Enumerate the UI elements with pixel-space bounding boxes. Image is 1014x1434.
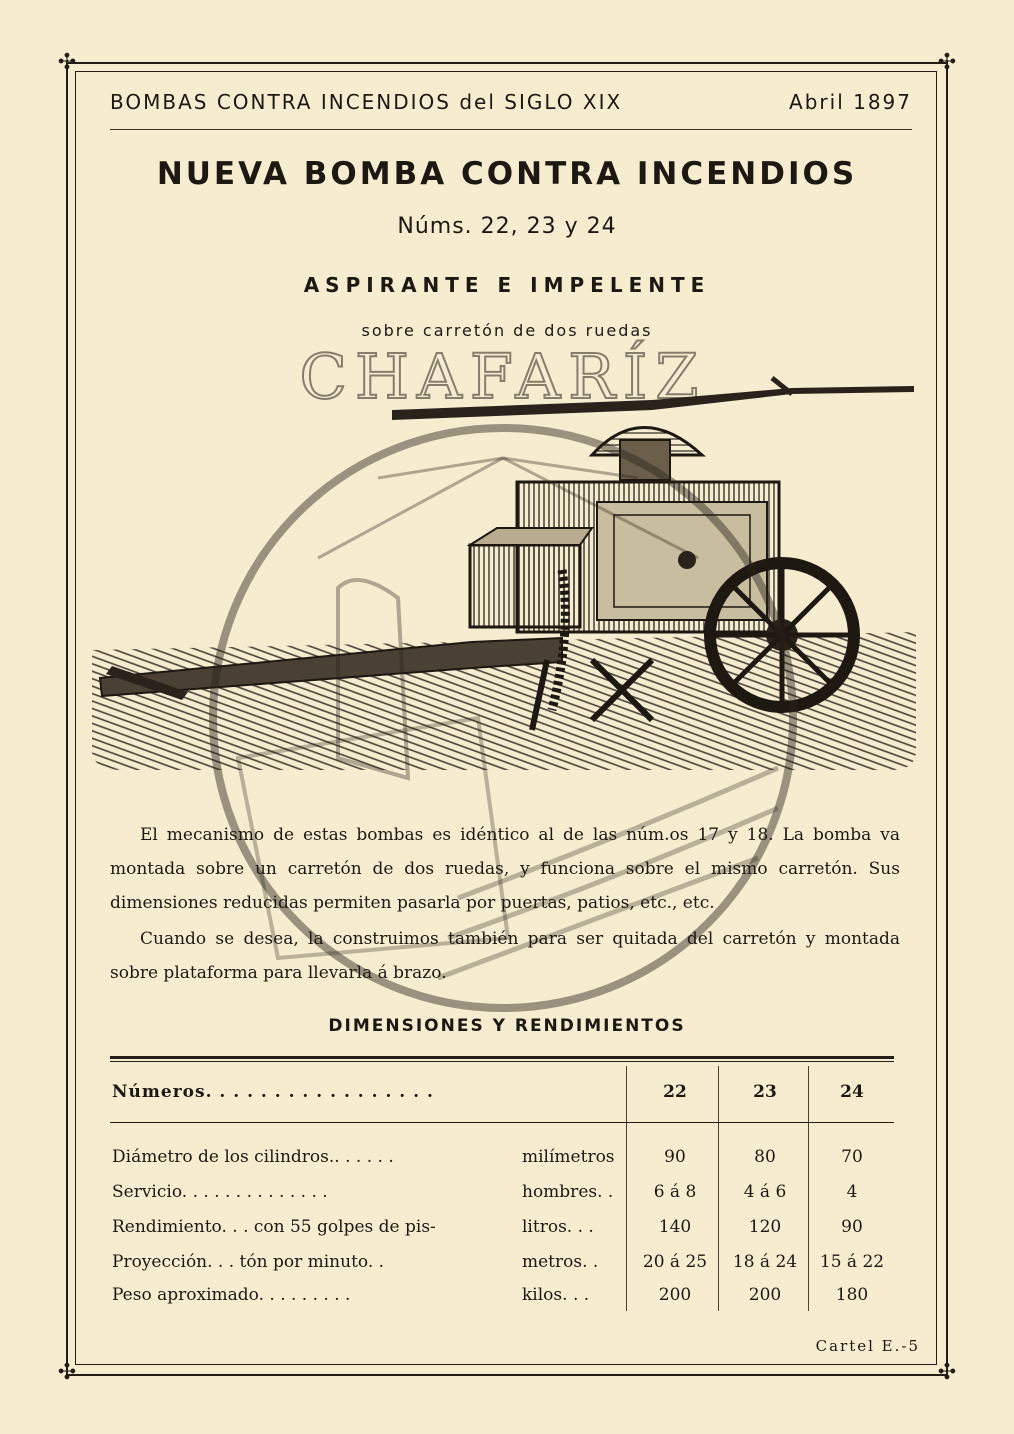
table-cell: 80 — [754, 1147, 776, 1167]
table-rule — [110, 1056, 894, 1059]
table-cell: 90 — [664, 1147, 686, 1167]
table-rule — [110, 1122, 894, 1123]
row-unit: hombres. . — [522, 1182, 614, 1202]
table-cell: 15 á 22 — [819, 1252, 885, 1272]
subtitle: ASPIRANTE E IMPELENTE — [303, 273, 711, 297]
header-date: Abril 1897 — [789, 90, 912, 114]
corner-ornament-icon: ✣ — [57, 50, 77, 75]
table-header-label: Números. . . . . . . . . . . . . . . . . — [112, 1082, 434, 1102]
table-rule — [110, 1061, 894, 1062]
row-label: Servicio. . . . . . . . . . . . . . — [112, 1182, 328, 1202]
corner-ornament-icon: ✣ — [937, 50, 957, 75]
row-label: Diámetro de los cilindros.. . . . . . — [112, 1147, 394, 1167]
table-row — [110, 1182, 894, 1212]
model-numbers: Núms. 22, 23 y 24 — [397, 214, 617, 239]
table-cell: 180 — [835, 1285, 869, 1305]
table-cell: 120 — [748, 1217, 782, 1237]
row-unit: metros. . — [522, 1252, 599, 1272]
row-unit: milímetros — [522, 1147, 615, 1167]
body-paragraph: Cuando se desea, la construimos también para ser quitada del carretón y montada sobre plataforma para llevarla á brazo. — [110, 929, 900, 983]
row-label: Peso aproximado. . . . . . . . . — [112, 1285, 351, 1305]
row-label: Proyección. . . tón por minuto. . — [112, 1252, 385, 1272]
corner-ornament-icon: ✣ — [937, 1360, 957, 1385]
table-cell: 20 á 25 — [642, 1252, 708, 1272]
table-cell: 200 — [748, 1285, 782, 1305]
table-cell: 140 — [658, 1217, 692, 1237]
section-title: DIMENSIONES Y RENDIMIENTOS — [328, 1016, 686, 1036]
table-header-row — [110, 1082, 894, 1112]
row-label: Rendimiento. . . con 55 golpes de pis- — [112, 1217, 436, 1237]
subtitle-secondary: sobre carretón de dos ruedas — [361, 321, 653, 340]
catalog-reference: Cartel E.-5 — [815, 1337, 920, 1355]
table-header-cell: 22 — [663, 1082, 687, 1102]
table-cell: 4 á 6 — [743, 1182, 787, 1202]
table-cell: 200 — [658, 1285, 692, 1305]
row-unit: litros. . . — [522, 1217, 594, 1237]
page-title: NUEVA BOMBA CONTRA INCENDIOS — [156, 156, 858, 192]
table-header-cell: 23 — [753, 1082, 777, 1102]
table-row — [110, 1217, 894, 1247]
running-header — [110, 88, 912, 122]
table-row — [110, 1147, 894, 1177]
table-header-cell: 24 — [840, 1082, 864, 1102]
table-cell: 70 — [841, 1147, 863, 1167]
table-cell: 6 á 8 — [653, 1182, 697, 1202]
body-paragraph: El mecanismo de estas bombas es idéntico al de las núm.os 17 y 18. La bomba va montada sobre un carretón de dos ruedas, y funciona sobre el mismo carretón. Sus dimensiones reducidas permiten pasarla por puertas, patios, etc., etc. — [110, 825, 900, 913]
row-unit: kilos. . . — [522, 1285, 590, 1305]
header-rule — [110, 129, 912, 130]
table-cell: 4 — [846, 1182, 858, 1202]
header-title: BOMBAS CONTRA INCENDIOS del SIGLO XIX — [110, 90, 623, 114]
watermark-text: CHAFARÍZ — [299, 340, 707, 413]
table-row — [110, 1252, 894, 1282]
table-row — [110, 1285, 894, 1315]
table-cell: 18 á 24 — [732, 1252, 798, 1272]
table-cell: 90 — [841, 1217, 863, 1237]
corner-ornament-icon: ✣ — [57, 1360, 77, 1385]
fire-pump-illustration — [92, 370, 916, 780]
